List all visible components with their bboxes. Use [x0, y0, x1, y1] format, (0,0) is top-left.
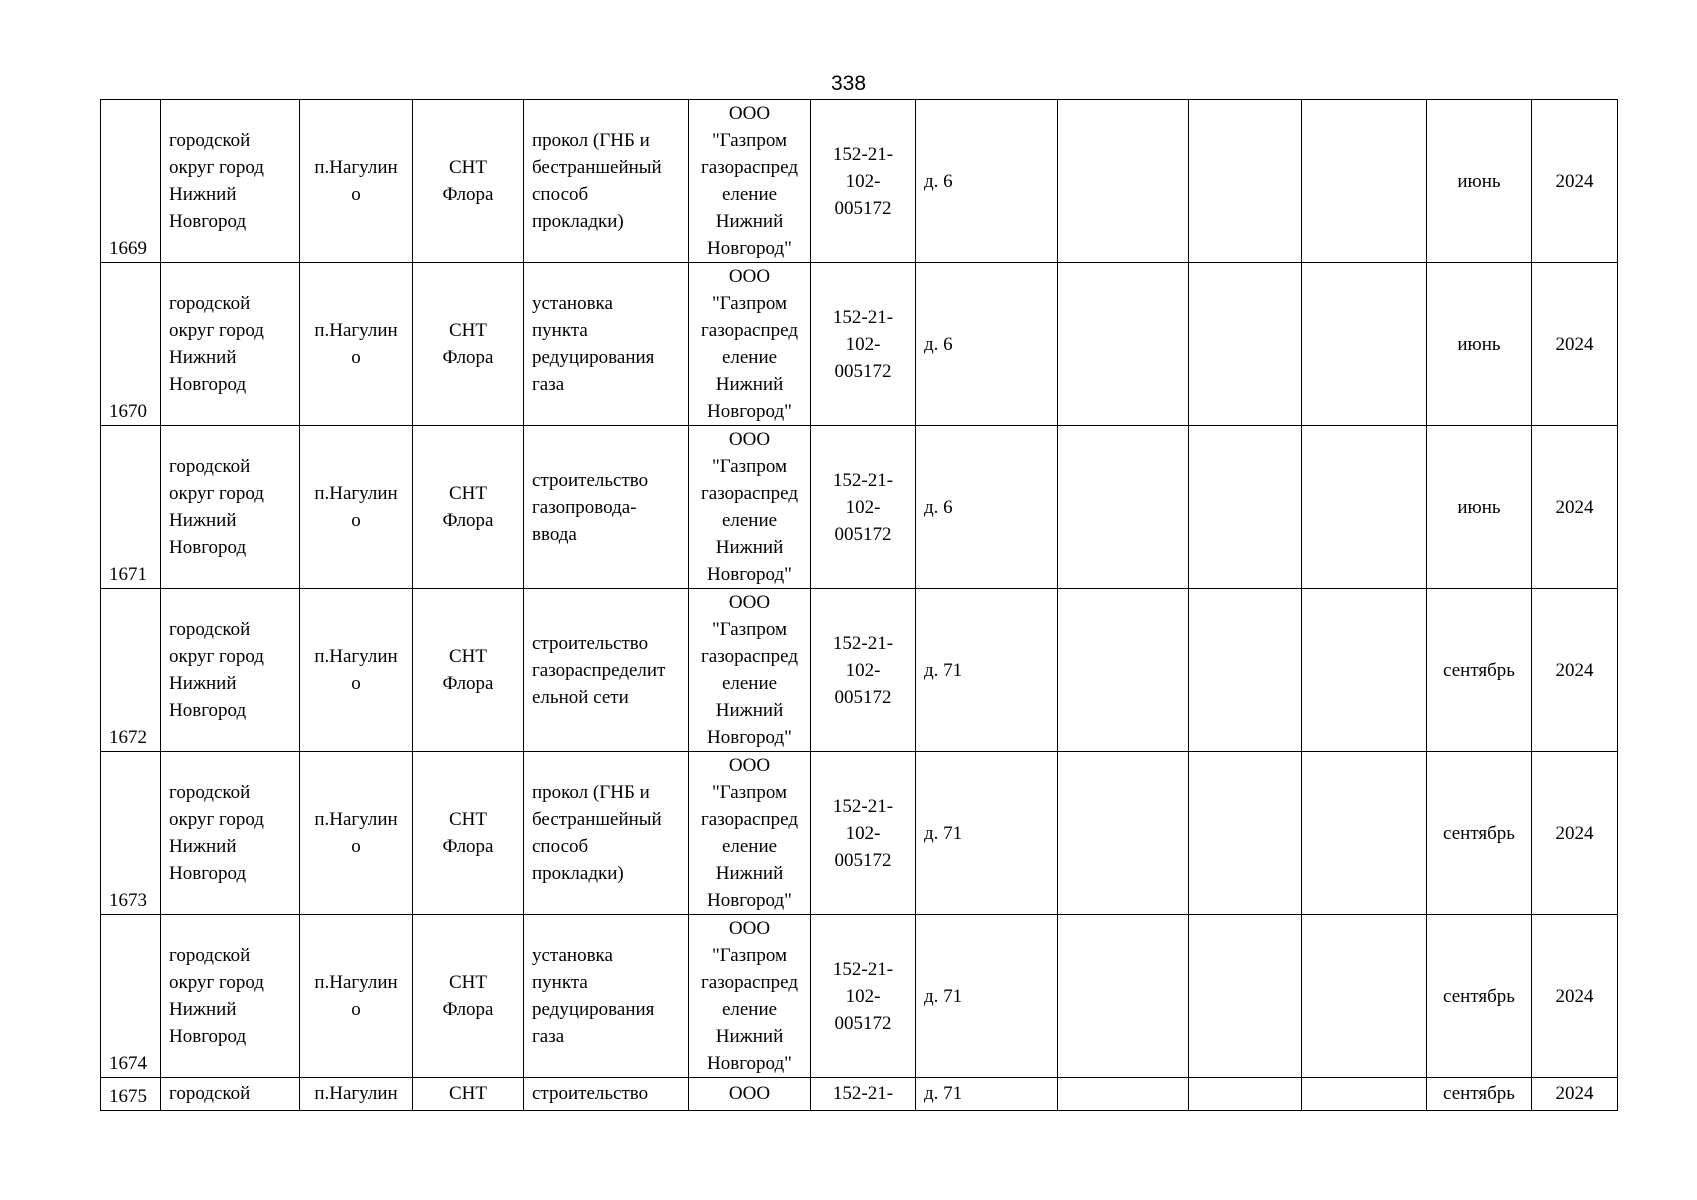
- work-type-text: прокол (ГНБ и бестраншейный способ прокладки): [532, 782, 662, 884]
- page-number: 338: [830, 72, 867, 95]
- house-text: д. 71: [924, 659, 963, 681]
- row-number-cell: [101, 100, 161, 263]
- month-cell: [1427, 589, 1532, 752]
- house-text: д. 6: [924, 333, 953, 355]
- registry-code-text: 152-21-: [832, 1083, 894, 1104]
- locality-cell: [300, 263, 413, 426]
- house-cell: [916, 752, 1058, 915]
- month-cell: [1427, 915, 1532, 1078]
- row-number-cell: [101, 752, 161, 915]
- municipality-cell: [161, 426, 300, 589]
- year-text: 2024: [1555, 496, 1594, 518]
- object-cell: [413, 263, 524, 426]
- empty-cell: [1302, 1078, 1427, 1111]
- house-text: д. 71: [924, 985, 963, 1007]
- locality-text: п.Нагулин о: [314, 320, 398, 368]
- work-type-cell: [524, 589, 689, 752]
- row-number-text: 1670: [109, 401, 147, 422]
- organization-text: ООО: [728, 1083, 771, 1104]
- organization-cell: [689, 263, 811, 426]
- year-text: 2024: [1555, 659, 1594, 681]
- table-row: [101, 1078, 1618, 1111]
- municipality-text: городской округ город Нижний Новгород: [169, 619, 264, 721]
- organization-text: ООО "Газпром газораспред еление Нижний Новгород": [700, 266, 798, 422]
- house-cell: [916, 100, 1058, 263]
- month-text: сентябрь: [1443, 659, 1515, 681]
- year-cell: [1532, 100, 1618, 263]
- month-text: июнь: [1457, 496, 1501, 518]
- table-row: [101, 589, 1618, 752]
- empty-cell: [1058, 589, 1189, 752]
- locality-text: п.Нагулин о: [314, 972, 398, 1020]
- organization-text: ООО "Газпром газораспред еление Нижний Новгород": [700, 918, 798, 1074]
- work-type-text: строительство газопровода- ввода: [532, 469, 649, 545]
- object-cell: [413, 100, 524, 263]
- month-text: сентябрь: [1443, 822, 1515, 844]
- locality-cell: [300, 752, 413, 915]
- object-cell: [413, 752, 524, 915]
- registry-table: [100, 99, 1618, 1111]
- object-cell: [413, 589, 524, 752]
- empty-cell: [1189, 426, 1302, 589]
- row-number-text: 1671: [109, 564, 147, 585]
- house-cell: [916, 1078, 1058, 1111]
- organization-text: ООО "Газпром газораспред еление Нижний Новгород": [700, 592, 798, 748]
- registry-code-text: 152-21- 102- 005172: [832, 306, 894, 382]
- registry-code-text: 152-21- 102- 005172: [832, 795, 894, 871]
- registry-code-cell: [811, 100, 916, 263]
- work-type-text: строительство газораспределит ельной сети: [532, 632, 666, 708]
- empty-cell: [1302, 100, 1427, 263]
- registry-code-text: 152-21- 102- 005172: [832, 143, 894, 219]
- municipality-cell: [161, 1078, 300, 1111]
- work-type-cell: [524, 915, 689, 1078]
- locality-text: п.Нагулин о: [314, 646, 398, 694]
- object-text: СНТ Флора: [442, 646, 494, 694]
- row-number-text: 1674: [109, 1053, 147, 1074]
- month-cell: [1427, 100, 1532, 263]
- table-row: [101, 263, 1618, 426]
- work-type-text: установка пункта редуцирования газа: [532, 293, 655, 395]
- year-cell: [1532, 263, 1618, 426]
- month-cell: [1427, 752, 1532, 915]
- empty-cell: [1302, 426, 1427, 589]
- empty-cell: [1302, 589, 1427, 752]
- table-row: [101, 915, 1618, 1078]
- locality-cell: [300, 426, 413, 589]
- empty-cell: [1189, 752, 1302, 915]
- registry-code-cell: [811, 1078, 916, 1111]
- locality-cell: [300, 100, 413, 263]
- empty-cell: [1058, 1078, 1189, 1111]
- empty-cell: [1189, 589, 1302, 752]
- row-number-text: 1669: [109, 238, 147, 259]
- object-text: СНТ Флора: [442, 809, 494, 857]
- municipality-text: городской: [169, 1083, 251, 1104]
- house-text: д. 6: [924, 170, 953, 192]
- month-cell: [1427, 1078, 1532, 1111]
- row-number-cell: [101, 426, 161, 589]
- municipality-cell: [161, 100, 300, 263]
- table-row: [101, 426, 1618, 589]
- registry-code-cell: [811, 752, 916, 915]
- year-text: 2024: [1555, 170, 1594, 192]
- row-number-cell: [101, 1078, 161, 1111]
- locality-cell: [300, 589, 413, 752]
- empty-cell: [1302, 752, 1427, 915]
- house-text: д. 71: [924, 822, 963, 844]
- table-row: [101, 752, 1618, 915]
- work-type-cell: [524, 100, 689, 263]
- work-type-text: строительство: [532, 1083, 649, 1104]
- locality-text: п.Нагулин о: [314, 483, 398, 531]
- work-type-cell: [524, 263, 689, 426]
- house-text: д. 6: [924, 496, 953, 518]
- organization-cell: [689, 589, 811, 752]
- month-text: июнь: [1457, 333, 1501, 355]
- work-type-cell: [524, 1078, 689, 1111]
- work-type-cell: [524, 426, 689, 589]
- empty-cell: [1058, 426, 1189, 589]
- empty-cell: [1189, 100, 1302, 263]
- month-cell: [1427, 426, 1532, 589]
- organization-cell: [689, 1078, 811, 1111]
- municipality-text: городской округ город Нижний Новгород: [169, 293, 264, 395]
- row-number-cell: [101, 915, 161, 1078]
- registry-code-cell: [811, 915, 916, 1078]
- locality-text: п.Нагулин о: [314, 157, 398, 205]
- empty-cell: [1302, 915, 1427, 1078]
- work-type-cell: [524, 752, 689, 915]
- object-text: СНТ: [449, 1083, 487, 1104]
- empty-cell: [1058, 100, 1189, 263]
- object-cell: [413, 1078, 524, 1111]
- registry-code-cell: [811, 263, 916, 426]
- year-text: 2024: [1555, 1083, 1594, 1104]
- locality-cell: [300, 915, 413, 1078]
- registry-code-text: 152-21- 102- 005172: [832, 958, 894, 1034]
- empty-cell: [1058, 263, 1189, 426]
- year-cell: [1532, 426, 1618, 589]
- empty-cell: [1189, 263, 1302, 426]
- year-cell: [1532, 589, 1618, 752]
- row-number-text: 1675: [109, 1086, 147, 1107]
- municipality-cell: [161, 263, 300, 426]
- municipality-cell: [161, 752, 300, 915]
- house-cell: [916, 426, 1058, 589]
- locality-text: п.Нагулин о: [314, 809, 398, 857]
- month-cell: [1427, 263, 1532, 426]
- work-type-text: прокол (ГНБ и бестраншейный способ прокладки): [532, 130, 662, 232]
- registry-code-cell: [811, 589, 916, 752]
- work-type-text: установка пункта редуцирования газа: [532, 945, 655, 1047]
- organization-cell: [689, 915, 811, 1078]
- registry-code-text: 152-21- 102- 005172: [832, 469, 894, 545]
- municipality-text: городской округ город Нижний Новгород: [169, 130, 264, 232]
- organization-text: ООО "Газпром газораспред еление Нижний Новгород": [700, 103, 798, 259]
- organization-text: ООО "Газпром газораспред еление Нижний Новгород": [700, 755, 798, 911]
- locality-text: п.Нагулин: [314, 1083, 398, 1104]
- empty-cell: [1058, 915, 1189, 1078]
- organization-text: ООО "Газпром газораспред еление Нижний Новгород": [700, 429, 798, 585]
- object-text: СНТ Флора: [442, 483, 494, 531]
- year-cell: [1532, 1078, 1618, 1111]
- year-cell: [1532, 915, 1618, 1078]
- organization-cell: [689, 752, 811, 915]
- year-cell: [1532, 752, 1618, 915]
- empty-cell: [1189, 1078, 1302, 1111]
- house-cell: [916, 915, 1058, 1078]
- object-text: СНТ Флора: [442, 972, 494, 1020]
- municipality-cell: [161, 915, 300, 1078]
- month-text: июнь: [1457, 170, 1501, 192]
- house-cell: [916, 589, 1058, 752]
- month-text: сентябрь: [1443, 985, 1515, 1007]
- municipality-text: городской округ город Нижний Новгород: [169, 782, 264, 884]
- locality-cell: [300, 1078, 413, 1111]
- table-body: [101, 100, 1618, 1111]
- municipality-cell: [161, 589, 300, 752]
- municipality-text: городской округ город Нижний Новгород: [169, 945, 264, 1047]
- organization-cell: [689, 426, 811, 589]
- row-number-text: 1673: [109, 890, 147, 911]
- registry-code-cell: [811, 426, 916, 589]
- registry-code-text: 152-21- 102- 005172: [832, 632, 894, 708]
- municipality-text: городской округ город Нижний Новгород: [169, 456, 264, 558]
- house-text: д. 71: [924, 1083, 963, 1104]
- object-text: СНТ Флора: [442, 320, 494, 368]
- year-text: 2024: [1555, 333, 1594, 355]
- row-number-text: 1672: [109, 727, 147, 748]
- year-text: 2024: [1555, 985, 1594, 1007]
- month-text: сентябрь: [1443, 1083, 1515, 1104]
- year-text: 2024: [1555, 822, 1594, 844]
- house-cell: [916, 263, 1058, 426]
- row-number-cell: [101, 263, 161, 426]
- empty-cell: [1058, 752, 1189, 915]
- organization-cell: [689, 100, 811, 263]
- object-text: СНТ Флора: [442, 157, 494, 205]
- object-cell: [413, 915, 524, 1078]
- object-cell: [413, 426, 524, 589]
- table-row: [101, 100, 1618, 263]
- empty-cell: [1302, 263, 1427, 426]
- row-number-cell: [101, 589, 161, 752]
- empty-cell: [1189, 915, 1302, 1078]
